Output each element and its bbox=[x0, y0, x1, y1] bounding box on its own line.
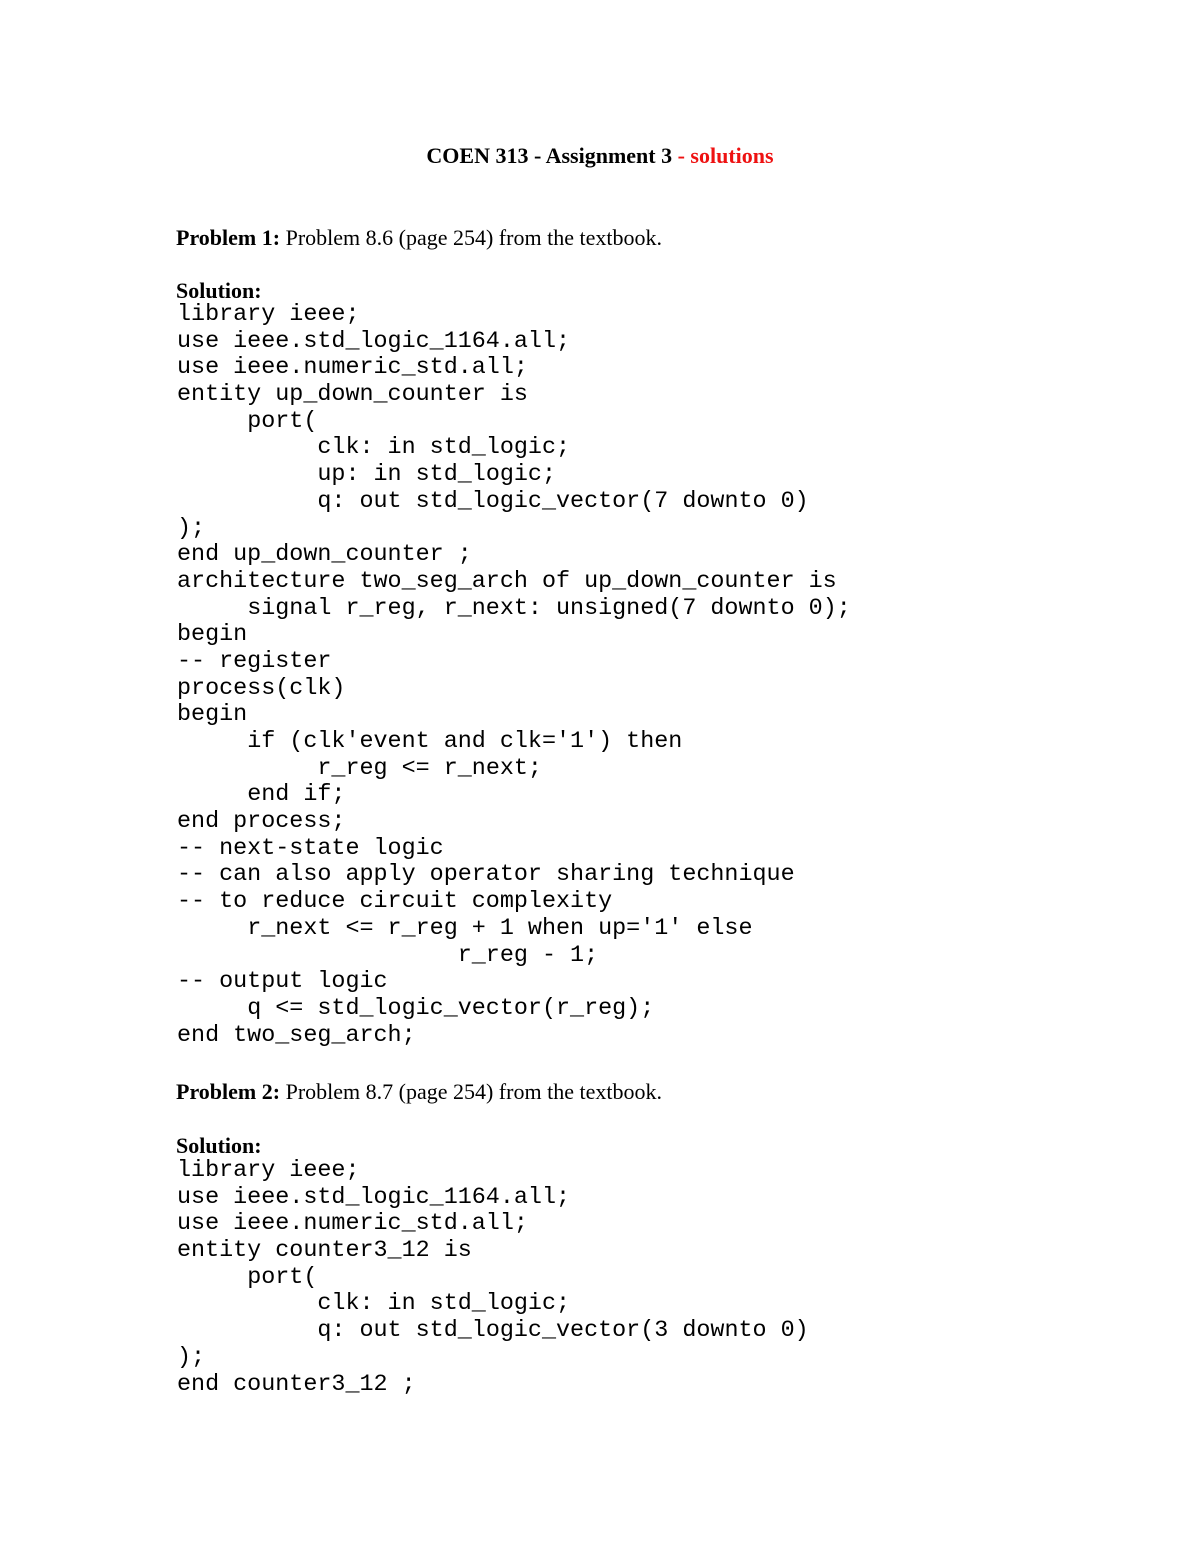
code-line: end counter3_12 ; bbox=[177, 1371, 416, 1398]
code-line: end up_down_counter ; bbox=[177, 542, 472, 569]
code-line: library ieee; bbox=[177, 302, 360, 328]
problem-1-statement bbox=[176, 224, 662, 252]
code-line: if (clk'event and clk='1') then bbox=[177, 729, 683, 755]
problem-2-code-block bbox=[177, 1158, 809, 1398]
code-line: library ieee; bbox=[177, 1158, 360, 1184]
code-line: r_reg - 1; bbox=[177, 942, 599, 969]
code-line: r_reg <= r_next; bbox=[177, 755, 542, 782]
problem-2-solution-label: Solution: bbox=[176, 1133, 262, 1158]
code-line: begin bbox=[177, 622, 248, 649]
code-line: -- output logic bbox=[177, 969, 388, 996]
code-line: ); bbox=[177, 1344, 206, 1371]
code-line: -- to reduce circuit complexity bbox=[177, 889, 613, 916]
code-line: up: in std_logic; bbox=[177, 462, 556, 489]
problem-1-label: Problem 1: bbox=[176, 225, 281, 250]
page-title bbox=[0, 142, 1200, 170]
code-line: port( bbox=[177, 1264, 318, 1291]
code-line: architecture two_seg_arch of up_down_counter is bbox=[177, 568, 837, 595]
code-line: r_next <= r_reg + 1 when up='1' else bbox=[177, 915, 753, 942]
code-line: ); bbox=[177, 515, 206, 542]
code-line: -- register bbox=[177, 648, 332, 675]
problem-1-solution-heading bbox=[176, 277, 262, 305]
code-line: q <= std_logic_vector(r_reg); bbox=[177, 995, 655, 1022]
code-line: -- next-state logic bbox=[177, 835, 444, 862]
code-line: clk: in std_logic; bbox=[177, 435, 571, 462]
code-line: clk: in std_logic; bbox=[177, 1291, 571, 1318]
code-line: use ieee.numeric_std.all; bbox=[177, 1211, 528, 1238]
code-line: end if; bbox=[177, 782, 346, 809]
title-solutions-suffix: - solutions bbox=[677, 143, 774, 168]
problem-2-label: Problem 2: bbox=[176, 1079, 281, 1104]
code-line: process(clk) bbox=[177, 675, 346, 702]
problem-2-solution-heading bbox=[176, 1132, 262, 1160]
code-line: q: out std_logic_vector(7 downto 0) bbox=[177, 488, 809, 515]
code-line: entity up_down_counter is bbox=[177, 382, 528, 409]
code-line: q: out std_logic_vector(3 downto 0) bbox=[177, 1318, 809, 1345]
code-line: port( bbox=[177, 408, 318, 435]
code-line: -- can also apply operator sharing technique bbox=[177, 862, 795, 889]
code-line: use ieee.numeric_std.all; bbox=[177, 355, 528, 382]
problem-1-code-block bbox=[177, 302, 851, 1049]
problem-1-text: Problem 8.6 (page 254) from the textbook. bbox=[280, 225, 662, 250]
code-line: use ieee.std_logic_1164.all; bbox=[177, 1184, 571, 1211]
problem-2-text: Problem 8.7 (page 254) from the textbook. bbox=[280, 1079, 662, 1104]
code-line: use ieee.std_logic_1164.all; bbox=[177, 328, 571, 355]
code-line: begin bbox=[177, 702, 248, 729]
title-main: COEN 313 - Assignment 3 bbox=[426, 143, 678, 168]
code-line: entity counter3_12 is bbox=[177, 1238, 472, 1265]
code-line: end process; bbox=[177, 809, 346, 836]
problem-1-solution-label: Solution: bbox=[176, 278, 262, 303]
problem-2-statement bbox=[176, 1078, 662, 1106]
code-line: end two_seg_arch; bbox=[177, 1022, 416, 1049]
code-line: signal r_reg, r_next: unsigned(7 downto 0); bbox=[177, 595, 851, 622]
